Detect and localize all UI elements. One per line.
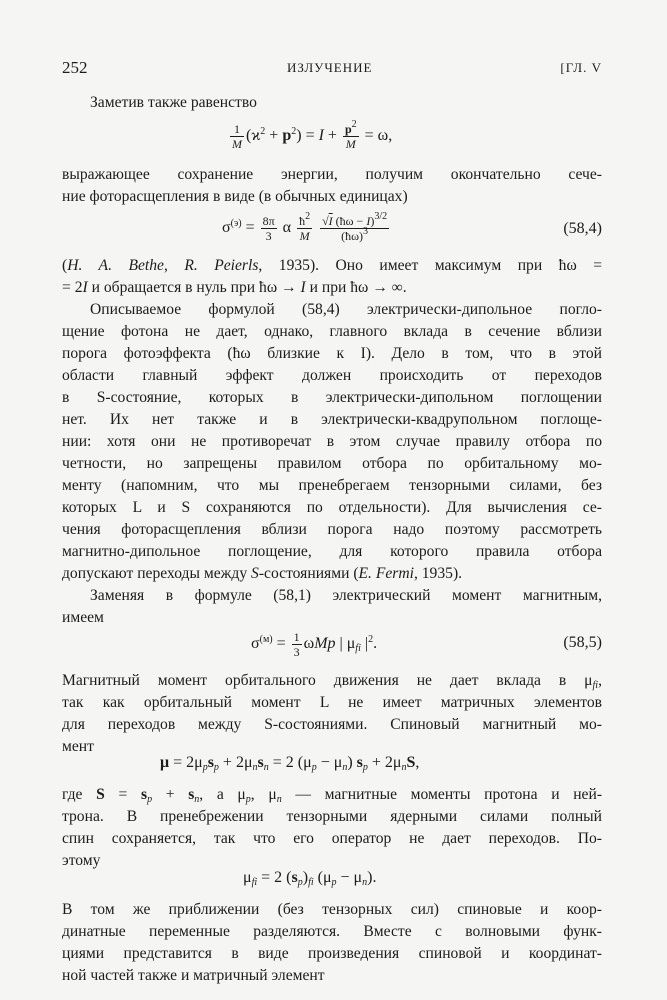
text-line: менту (напомним, что мы пренебрегаем тензорными силами, без <box>62 477 602 494</box>
text-line: имеем <box>62 609 104 626</box>
text-line: чения фоторасщепления вблизи порога надо поэтому рассмотреть <box>62 521 602 538</box>
text-line: динатные переменные разделяются. Вместе с волновыми функ- <box>62 923 602 940</box>
text-line: выражающее сохранение энергии, получим окончательно сече- <box>62 166 602 183</box>
equation-energy: $\frac{1}{M}$ $(ϰ^2 + p^2) = I$ + $\frac{p^2}{M}$ = ω, <box>232 119 393 151</box>
text-line: четности, но запрещены правилом отбора по орбитальному мо- <box>62 455 602 472</box>
text-line: ной частей также и матричный элемент <box>62 967 325 984</box>
text-line: мент <box>62 738 94 755</box>
text-line: циями представится в виде произведения спиновой и координат- <box>62 945 602 962</box>
text-line: допускают переходы между S-состояниями (E. Fermi, 1935). <box>62 565 463 582</box>
text-line: области главный эффект должен происходить от переходов <box>62 367 602 384</box>
text-line: которых L и S сохраняются по отдельности). Для вычисления се- <box>62 499 602 516</box>
text-line: в S-состояние, которых в электрически-дипольном поглощении <box>62 389 602 406</box>
text-line: Заметив также равенство <box>90 94 257 111</box>
equation-number: (58,4) <box>563 220 602 237</box>
text-line: порога фотоэффекта (ħω близкие к I). Дело в том, что в этой <box>62 345 602 362</box>
text-line: так как орбитальный момент L не имеет матричных элементов <box>62 694 602 711</box>
equation-58-5: $\sigma^{(м)}$ = $\frac{1}{3}$ ωMp | $\mu_{fi}$ $|^2$. <box>251 630 378 659</box>
page-header <box>62 58 602 82</box>
text-line: магнитно-дипольное поглощение, для которого правила отбора <box>62 543 602 560</box>
text-line: В том же приближении (без тензорных сил) спиновые и коор- <box>62 901 602 918</box>
chapter-label: [ГЛ. V <box>560 60 602 75</box>
running-title: ИЗЛУЧЕНИЕ <box>287 60 373 75</box>
text-line: Заменяя в формуле (58,1) электрический момент магнитным, <box>90 587 602 604</box>
text-line: нет. Их нет также и в электрически-квадрупольном поглоще- <box>62 411 602 428</box>
text-line: спин сохраняется, так что его оператор не дает переходов. По- <box>62 830 602 847</box>
text-line: Описываемое формулой (58,4) электрически-дипольное погло- <box>90 301 602 318</box>
text-line: ние фоторасщепления в виде (в обычных единицах) <box>62 188 408 205</box>
equation-spin-moment: $\mu = 2\mu_ps_p + 2\mu_ns_n = 2$ $(\mu_p - \mu_n) s_p + 2\mu_nS$, <box>160 754 420 773</box>
text-line: Магнитный момент орбитального движения не дает вклада в $\mu_{fi}$, <box>62 672 602 691</box>
text-line: трона. В пренебрежении тензорными ядерными силами полный <box>62 808 602 825</box>
equation-mu-fi: $\mu_{fi} = 2$ $(s_p)_{fi}$ $(\mu_p - \mu_n)$. <box>243 869 377 888</box>
equation-number: (58,5) <box>563 634 602 651</box>
text-line: для переходов между S-состояниями. Спиновый магнитный мо- <box>62 716 602 733</box>
text-line: = 2I и обращается в нуль при ħω → I и при ħω → ∞. <box>62 279 407 296</box>
equation-58-4: $\sigma^{(э)}$ = $\frac{8\pi}{3}$ α $\frac{ħ^2}{M}$ $\frac{√I (ħ\omega - I)^{3/2}}{(ħ\omega)^3}$ <box>222 211 388 243</box>
text-line: где $S = s_p + s_n$, а $\mu_p$, $\mu_n$ — магнитные моменты протона и ней- <box>62 786 603 805</box>
text-line: (H. A. Bethe, R. Peierls, 1935). Оно имеет максимум при ħω = <box>62 257 602 274</box>
text-line: этому <box>62 852 101 869</box>
text-line: щение фотона не дает, однако, главного вклада в сечение вблизи <box>62 323 602 340</box>
text-line: нии: хотя они не противоречат в этом случае правилу отбора по <box>62 433 602 450</box>
page-number: 252 <box>62 58 88 77</box>
